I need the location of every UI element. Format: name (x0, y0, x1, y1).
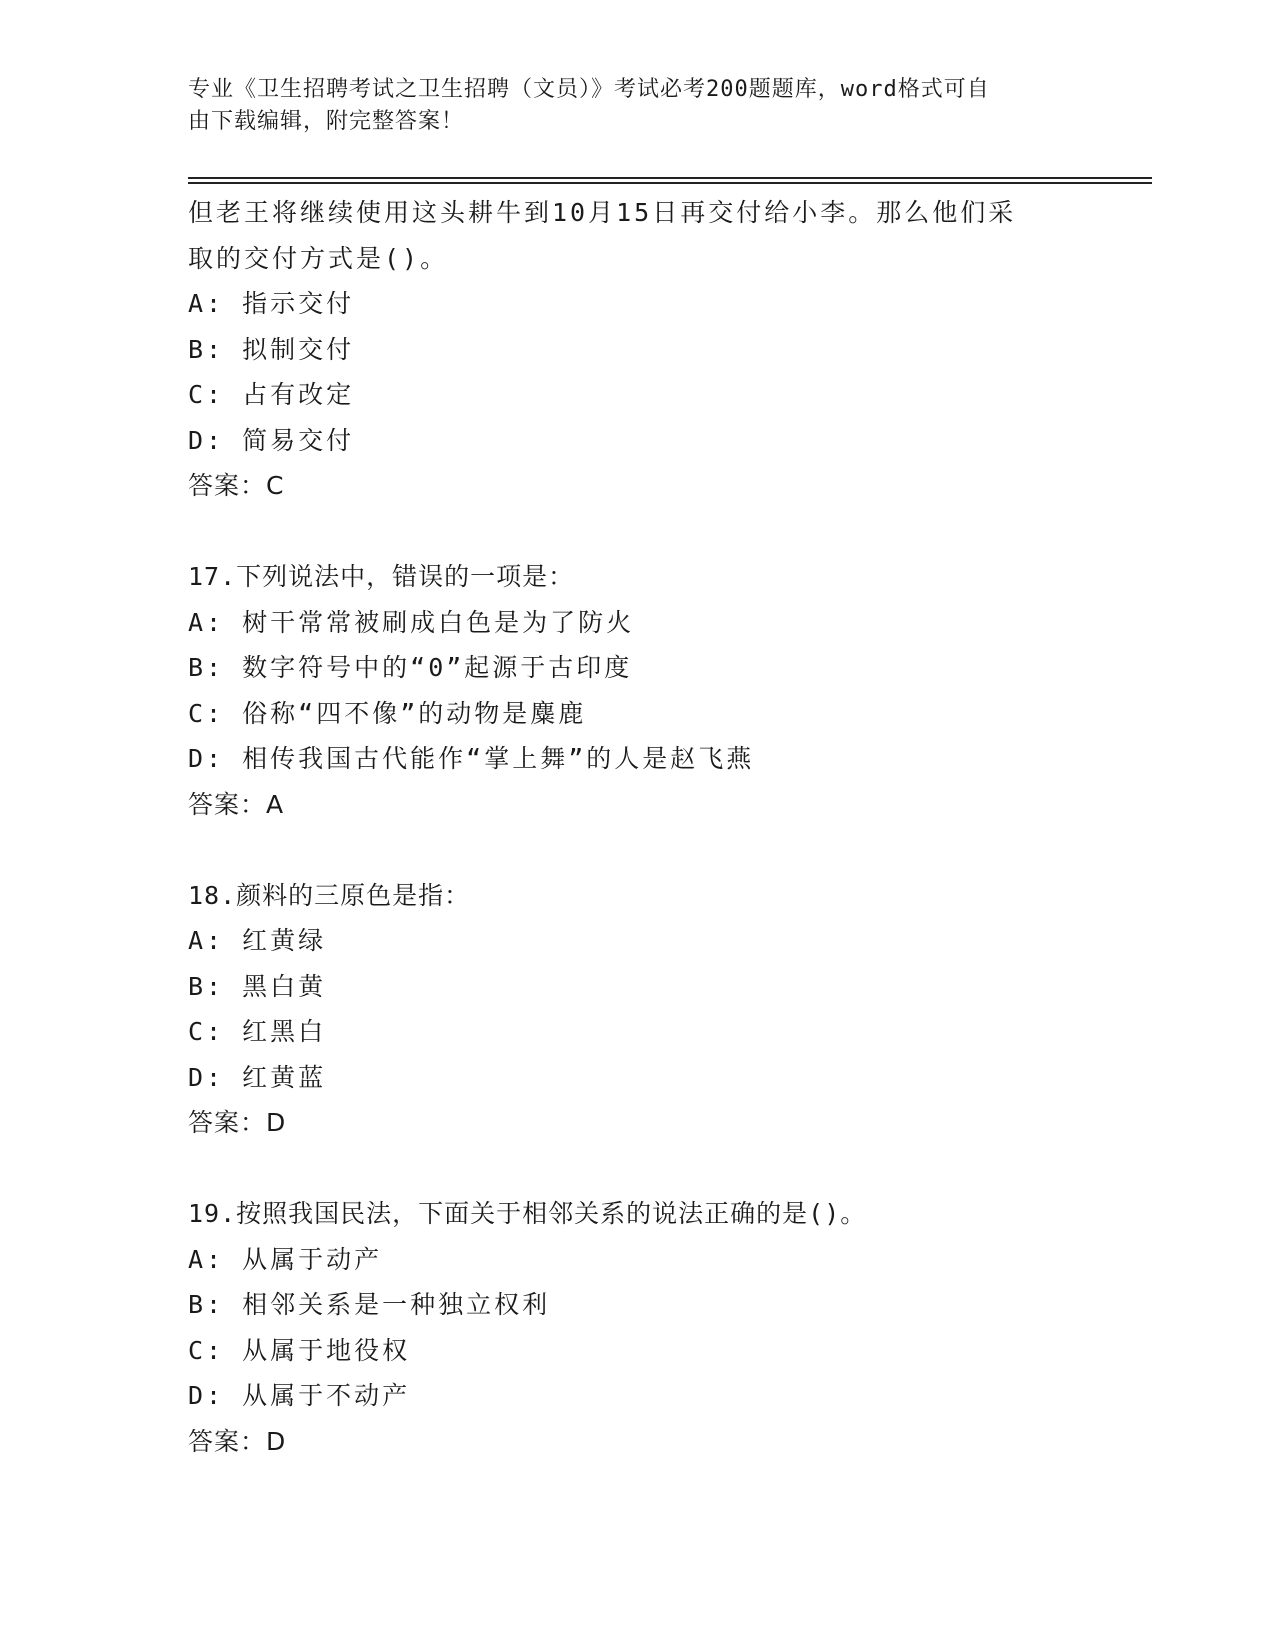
option-c: C: 俗称“四不像”的动物是麋鹿 (188, 698, 587, 728)
header-divider-bottom (188, 182, 1152, 184)
answer-label: 答案：C (188, 471, 285, 500)
answer-label: 答案：D (188, 1108, 287, 1137)
answer-label: 答案：A (188, 789, 285, 819)
header-divider-top (188, 177, 1152, 179)
option-d: D: 相传我国古代能作“掌上舞”的人是赵飞燕 (188, 744, 755, 773)
question-17 (188, 554, 1128, 827)
question-stem: 18.颜料的三原色是指： (188, 880, 471, 910)
option-c: C: 占有改定 (188, 380, 355, 409)
option-b: B: 数字符号中的“0”起源于古印度 (188, 653, 633, 682)
option-a: A: 树干常常被刷成白色是为了防火 (188, 607, 635, 637)
header-line-2: 由下载编辑，附完整答案！ (188, 109, 465, 134)
option-d: D: 红黄蓝 (188, 1062, 327, 1092)
question-stem-line: 但老王将继续使用这头耕牛到10月15日再交付给小李。那么他们采 (188, 198, 1017, 227)
document-header (188, 74, 1088, 138)
question-list (188, 190, 1128, 1464)
option-d: D: 从属于不动产 (188, 1381, 411, 1410)
question-stem: 17.下列说法中，错误的一项是： (188, 562, 575, 591)
question-18 (188, 873, 1128, 1146)
option-b: B: 相邻关系是一种独立权利 (188, 1290, 551, 1319)
spacer (188, 509, 1128, 555)
spacer (188, 827, 1128, 873)
question-16-continued (188, 190, 1128, 509)
option-a: A: 指示交付 (188, 289, 355, 318)
option-d: D: 简易交付 (188, 425, 355, 455)
question-stem: 19.按照我国民法，下面关于相邻关系的说法正确的是()。 (188, 1199, 867, 1228)
option-c: C: 红黑白 (188, 1017, 327, 1046)
option-b: B: 黑白黄 (188, 971, 327, 1001)
header-line-1: 专业《卫生招聘考试之卫生招聘（文员）》考试必考200题题库，word格式可自 (188, 77, 990, 102)
question-stem-line: 取的交付方式是()。 (188, 243, 449, 273)
question-19 (188, 1191, 1128, 1464)
option-c: C: 从属于地役权 (188, 1335, 411, 1365)
option-b: B: 拟制交付 (188, 334, 355, 364)
answer-label: 答案：D (188, 1426, 287, 1456)
spacer (188, 1146, 1128, 1192)
option-a: A: 红黄绿 (188, 926, 327, 955)
option-a: A: 从属于动产 (188, 1244, 383, 1274)
